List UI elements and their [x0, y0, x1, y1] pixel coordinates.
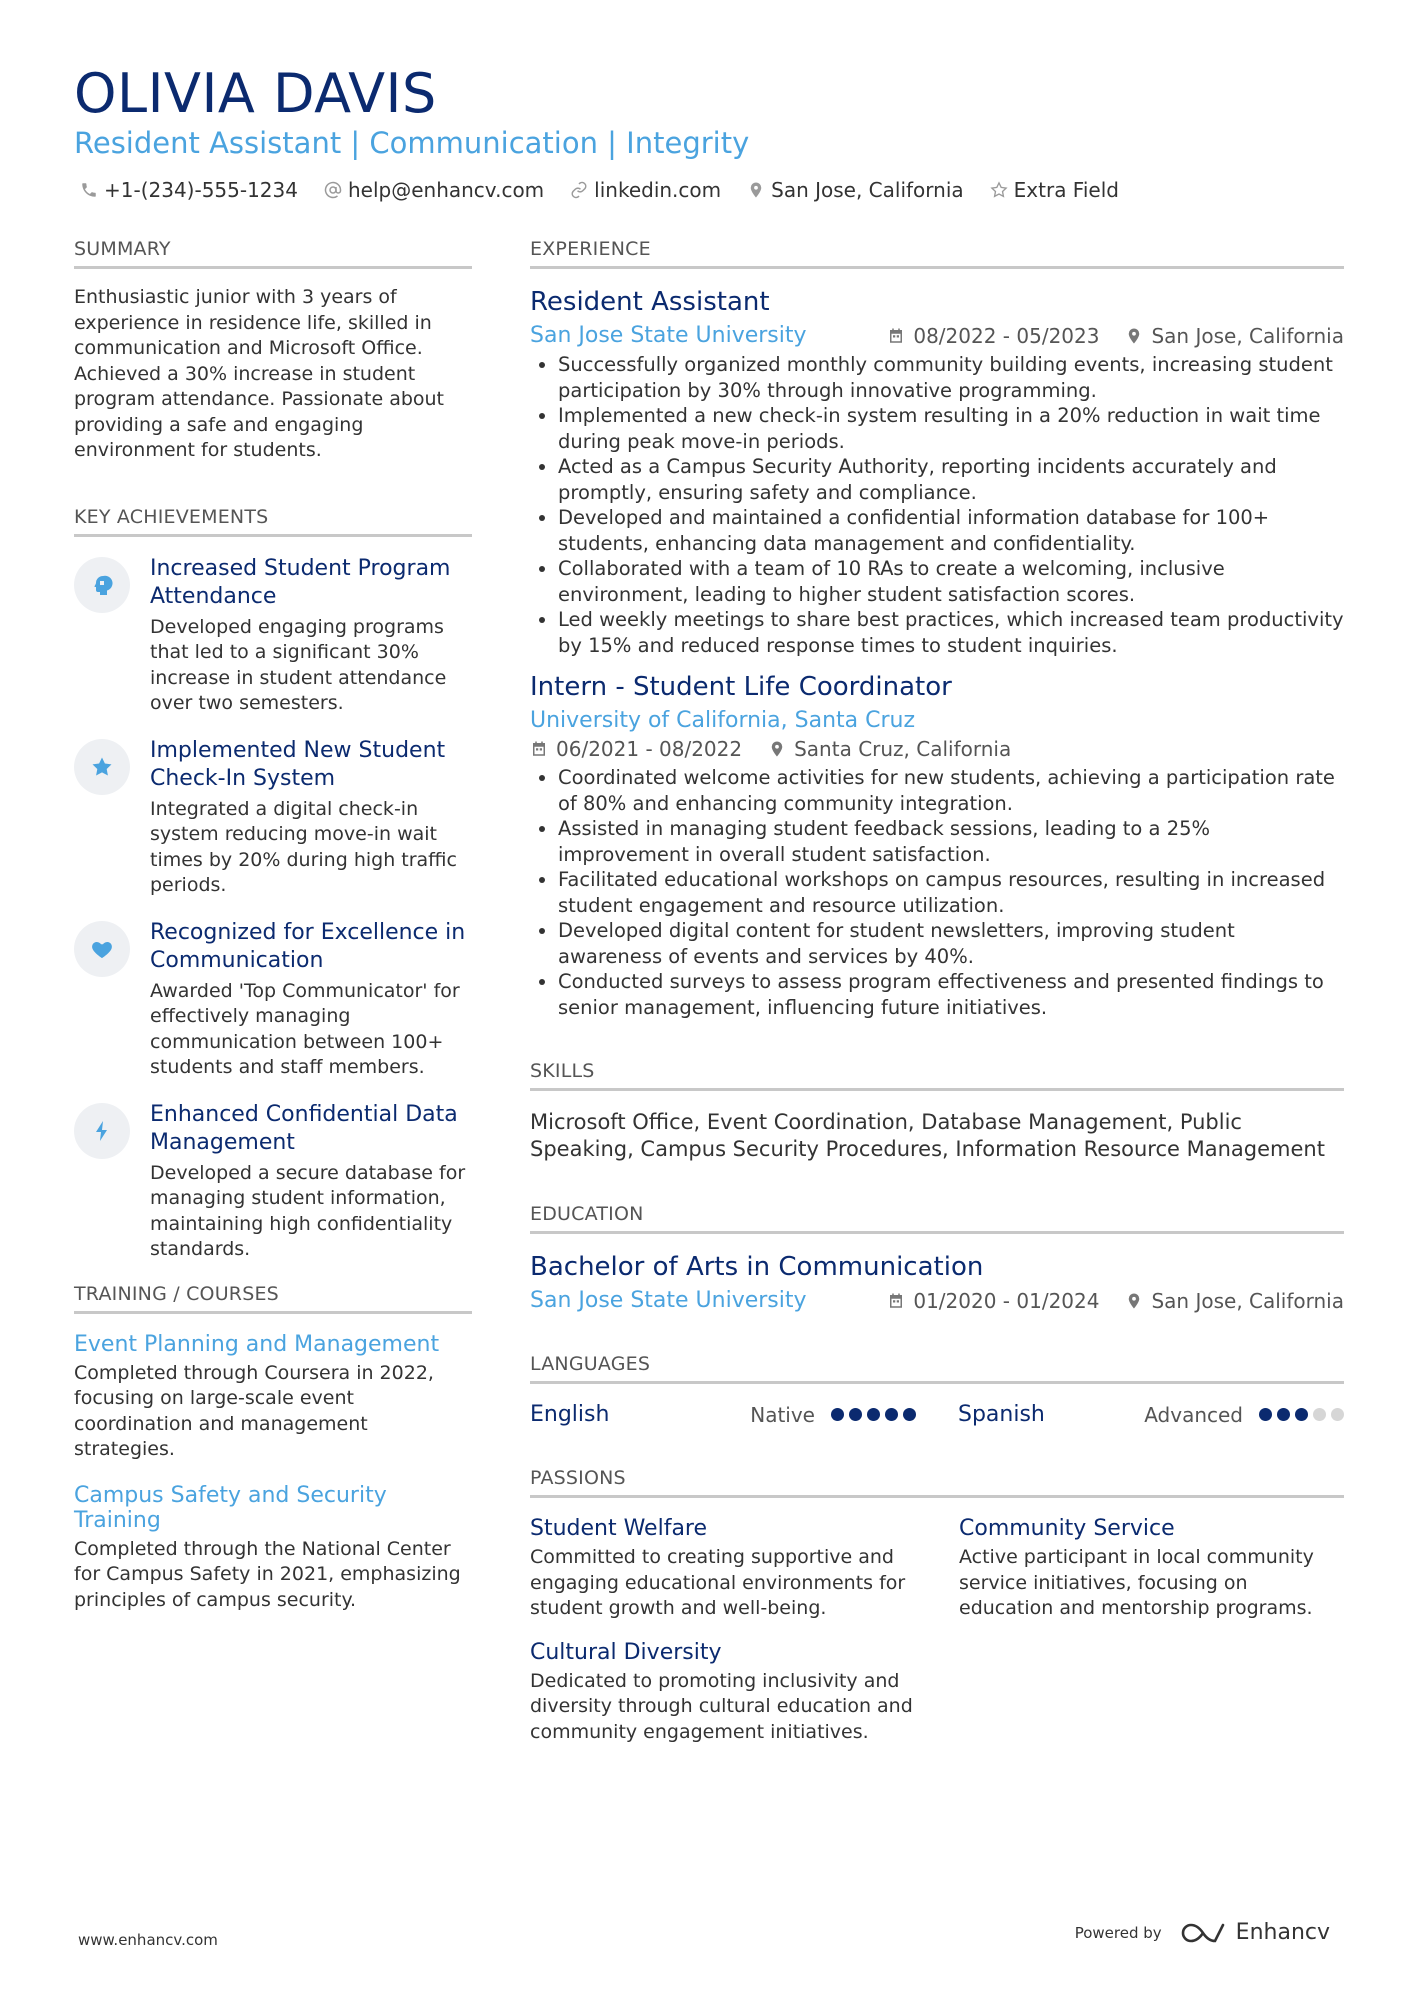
job-bullet: • Coordinated welcome activities for new students, achieving a participation rate of 80% and enhancing community integration.	[558, 765, 1344, 816]
course-item	[74, 1483, 472, 1614]
map-pin-icon	[1125, 327, 1143, 345]
education-dates	[887, 1289, 1099, 1313]
job-bullet: • Acted as a Campus Security Authority, reporting incidents accurately and promptly, ensuring safety and compliance.	[558, 454, 1344, 505]
achievement-title: Implemented New Student Check-In System	[150, 737, 446, 791]
rating-dot-filled	[885, 1408, 898, 1421]
experience-heading: EXPERIENCE	[530, 238, 1344, 269]
rating-dot-filled	[1295, 1408, 1308, 1421]
job-entry	[530, 287, 1344, 658]
achievement-title: Enhanced Confidential Data Management	[150, 1101, 458, 1155]
job-title: Intern - Student Life Coordinator	[530, 672, 952, 702]
rating-dot-filled	[1259, 1408, 1272, 1421]
achievement-text: Awarded 'Top Communicator' for effectively managing communication between 100+ students and staff members.	[150, 979, 460, 1078]
job-title: Resident Assistant	[530, 287, 770, 317]
contact-extra-text: Extra Field	[1013, 178, 1119, 202]
contact-email[interactable]	[324, 178, 544, 202]
language-rating	[1259, 1408, 1344, 1421]
job-location	[768, 737, 1011, 761]
phone-icon	[80, 181, 98, 199]
passions-section	[530, 1467, 1344, 1745]
calendar-icon	[887, 327, 905, 345]
job-dates	[530, 737, 742, 761]
languages-section	[530, 1353, 1344, 1427]
summary-section	[74, 238, 472, 464]
job-location-text: San Jose, California	[1151, 323, 1344, 348]
at-icon	[324, 181, 342, 199]
footer-branding	[1075, 1920, 1330, 1945]
job-bullet: • Facilitated educational workshops on campus resources, resulting in increased student engagement and resource utilization.	[558, 867, 1344, 918]
passion-title: Student Welfare	[530, 1516, 708, 1541]
rating-dot-filled	[831, 1408, 844, 1421]
contact-extra	[990, 178, 1119, 202]
achievement-title: Increased Student Program Attendance	[150, 555, 451, 609]
job-bullet: • Implemented a new check-in system resulting in a 20% reduction in wait time during peak move-in periods.	[558, 403, 1344, 454]
job-bullet: • Successfully organized monthly community building events, increasing student participation by 30% through innovative programming.	[558, 352, 1344, 403]
contact-phone-text: +1-(234)-555-1234	[104, 178, 298, 202]
calendar-icon	[530, 740, 548, 758]
candidate-name: OLIVIA DAVIS	[74, 62, 437, 125]
passion-item	[530, 1640, 915, 1746]
education-degree: Bachelor of Arts in Communication	[530, 1252, 984, 1282]
job-dates	[887, 324, 1099, 348]
contact-email-text[interactable]: help@enhancv.com	[347, 178, 545, 202]
language-level: Advanced	[1144, 1402, 1243, 1427]
course-text: Completed through the National Center for Campus Safety in 2021, emphasizing principles of campus security.	[74, 1537, 461, 1611]
language-item	[958, 1402, 1344, 1427]
job-location	[1125, 324, 1344, 348]
achievement-item	[74, 737, 472, 899]
contact-linkedin[interactable]	[570, 178, 721, 202]
job-dates-text: 06/2021 - 08/2022	[556, 737, 743, 761]
job-meta	[530, 737, 1344, 761]
link-icon	[570, 181, 588, 199]
contact-bar	[80, 178, 1119, 202]
contact-linkedin-text[interactable]: linkedin.com	[594, 178, 722, 202]
education-meta	[530, 1288, 1344, 1313]
education-dates-text: 01/2020 - 01/2024	[913, 1288, 1100, 1313]
job-bullet: • Developed digital content for student newsletters, improving student awareness of events and services by 40%.	[558, 918, 1344, 969]
job-bullet: • Assisted in managing student feedback sessions, leading to a 25% improvement in overall student satisfaction.	[558, 816, 1344, 867]
brand-infinity-icon	[1180, 1921, 1226, 1945]
education-location-text: San Jose, California	[1151, 1288, 1344, 1313]
job-dates-text: 08/2022 - 05/2023	[913, 323, 1100, 348]
experience-section	[530, 238, 1344, 1020]
language-name: Spanish	[958, 1402, 1045, 1427]
achievements-heading: KEY ACHIEVEMENTS	[74, 506, 472, 537]
course-text: Completed through Coursera in 2022, focusing on large-scale event coordination and management strategies.	[74, 1361, 434, 1460]
passion-item	[530, 1516, 915, 1622]
achievement-title: Recognized for Excellence in Communication	[150, 919, 466, 973]
rating-dot-filled	[903, 1408, 916, 1421]
course-title: Campus Safety and Security Training	[74, 1482, 387, 1533]
left-column	[74, 238, 472, 1613]
job-bullet: • Collaborated with a team of 10 RAs to create a welcoming, inclusive environment, leading to higher student satisfaction scores.	[558, 556, 1344, 607]
brand-name: Enhancv	[1235, 1920, 1330, 1945]
language-item	[530, 1402, 916, 1427]
job-entry	[530, 672, 1344, 1020]
job-company: San Jose State University	[530, 323, 807, 348]
languages-heading: LANGUAGES	[530, 1353, 1344, 1384]
achievement-text: Developed a secure database for managing student information, maintaining high confidentiality standards.	[150, 1161, 466, 1260]
right-column	[530, 238, 1344, 1745]
passion-title: Cultural Diversity	[530, 1639, 722, 1665]
job-bullet: • Led weekly meetings to share best practices, which increased team productivity by 15% and reduced response times to student inquiries.	[558, 607, 1344, 658]
passion-text: Active participant in local community service initiatives, focusing on education and mentorship programs.	[959, 1546, 1314, 1619]
passion-item	[959, 1516, 1344, 1622]
language-level: Native	[750, 1402, 815, 1427]
job-bullet: • Conducted surveys to assess program effectiveness and presented findings to senior management, influencing future initiatives.	[558, 969, 1344, 1020]
heart-icon	[74, 921, 130, 977]
achievements-section	[74, 506, 472, 1263]
course-item	[74, 1332, 472, 1463]
skills-section	[530, 1060, 1344, 1163]
powered-by-label: Powered by	[1074, 1923, 1162, 1942]
star-icon	[74, 739, 130, 795]
language-rating	[831, 1408, 916, 1421]
contact-location	[747, 178, 964, 202]
footer-website[interactable]: www.enhancv.com	[78, 1931, 218, 1949]
job-bullets	[530, 765, 1344, 1020]
contact-phone	[80, 178, 298, 202]
education-school: San Jose State University	[530, 1288, 807, 1313]
passion-text: Committed to creating supportive and engaging educational environments for student growth and well-being.	[530, 1546, 906, 1619]
job-meta	[530, 323, 1344, 348]
achievement-item	[74, 919, 472, 1081]
training-section	[74, 1283, 472, 1614]
bolt-icon	[74, 1103, 130, 1159]
achievement-text: Integrated a digital check-in system reducing move-in wait times by 20% during high traffic periods.	[150, 797, 457, 896]
job-bullets	[530, 352, 1344, 658]
skills-text: Microsoft Office, Event Coordination, Database Management, Public Speaking, Campus Security Procedures, Information Resource Management	[530, 1110, 1325, 1161]
map-pin-icon	[768, 740, 786, 758]
map-pin-icon	[747, 181, 765, 199]
achievement-item	[74, 555, 472, 717]
candidate-headline: Resident Assistant | Communication | Integrity	[74, 126, 750, 160]
rating-dot-filled	[867, 1408, 880, 1421]
skills-heading: SKILLS	[530, 1060, 1344, 1091]
education-heading: EDUCATION	[530, 1203, 1344, 1234]
head-icon	[74, 557, 130, 613]
contact-location-text: San Jose, California	[771, 178, 964, 202]
achievement-text: Developed engaging programs that led to a significant 30% increase in student attendance over two semesters.	[150, 615, 447, 714]
calendar-icon	[887, 1292, 905, 1310]
rating-dot-empty	[1331, 1408, 1344, 1421]
passions-heading: PASSIONS	[530, 1467, 1344, 1498]
course-title: Event Planning and Management	[74, 1331, 440, 1357]
rating-dot-empty	[1313, 1408, 1326, 1421]
job-company: University of California, Santa Cruz	[530, 708, 916, 733]
education-location	[1125, 1289, 1344, 1313]
passion-title: Community Service	[959, 1516, 1175, 1541]
job-bullet: • Developed and maintained a confidential information database for 100+ students, enhancing data management and confidentiality.	[558, 505, 1344, 556]
achievement-item	[74, 1101, 472, 1263]
star-outline-icon	[990, 181, 1008, 199]
passion-text: Dedicated to promoting inclusivity and diversity through cultural education and community engagement initiatives.	[530, 1669, 913, 1743]
rating-dot-filled	[849, 1408, 862, 1421]
summary-text: Enthusiastic junior with 3 years of experience in residence life, skilled in communication and Microsoft Office. Achieved a 30% increase in student program attendance. Passionate about providing a safe and engaging environment for students.	[74, 286, 445, 461]
summary-heading: SUMMARY	[74, 238, 472, 269]
brand-logo[interactable]	[1180, 1920, 1330, 1945]
language-name: English	[530, 1402, 610, 1427]
map-pin-icon	[1125, 1292, 1143, 1310]
job-location-text: Santa Cruz, California	[794, 737, 1012, 761]
rating-dot-filled	[1277, 1408, 1290, 1421]
training-heading: TRAINING / COURSES	[74, 1283, 472, 1314]
education-section	[530, 1203, 1344, 1313]
